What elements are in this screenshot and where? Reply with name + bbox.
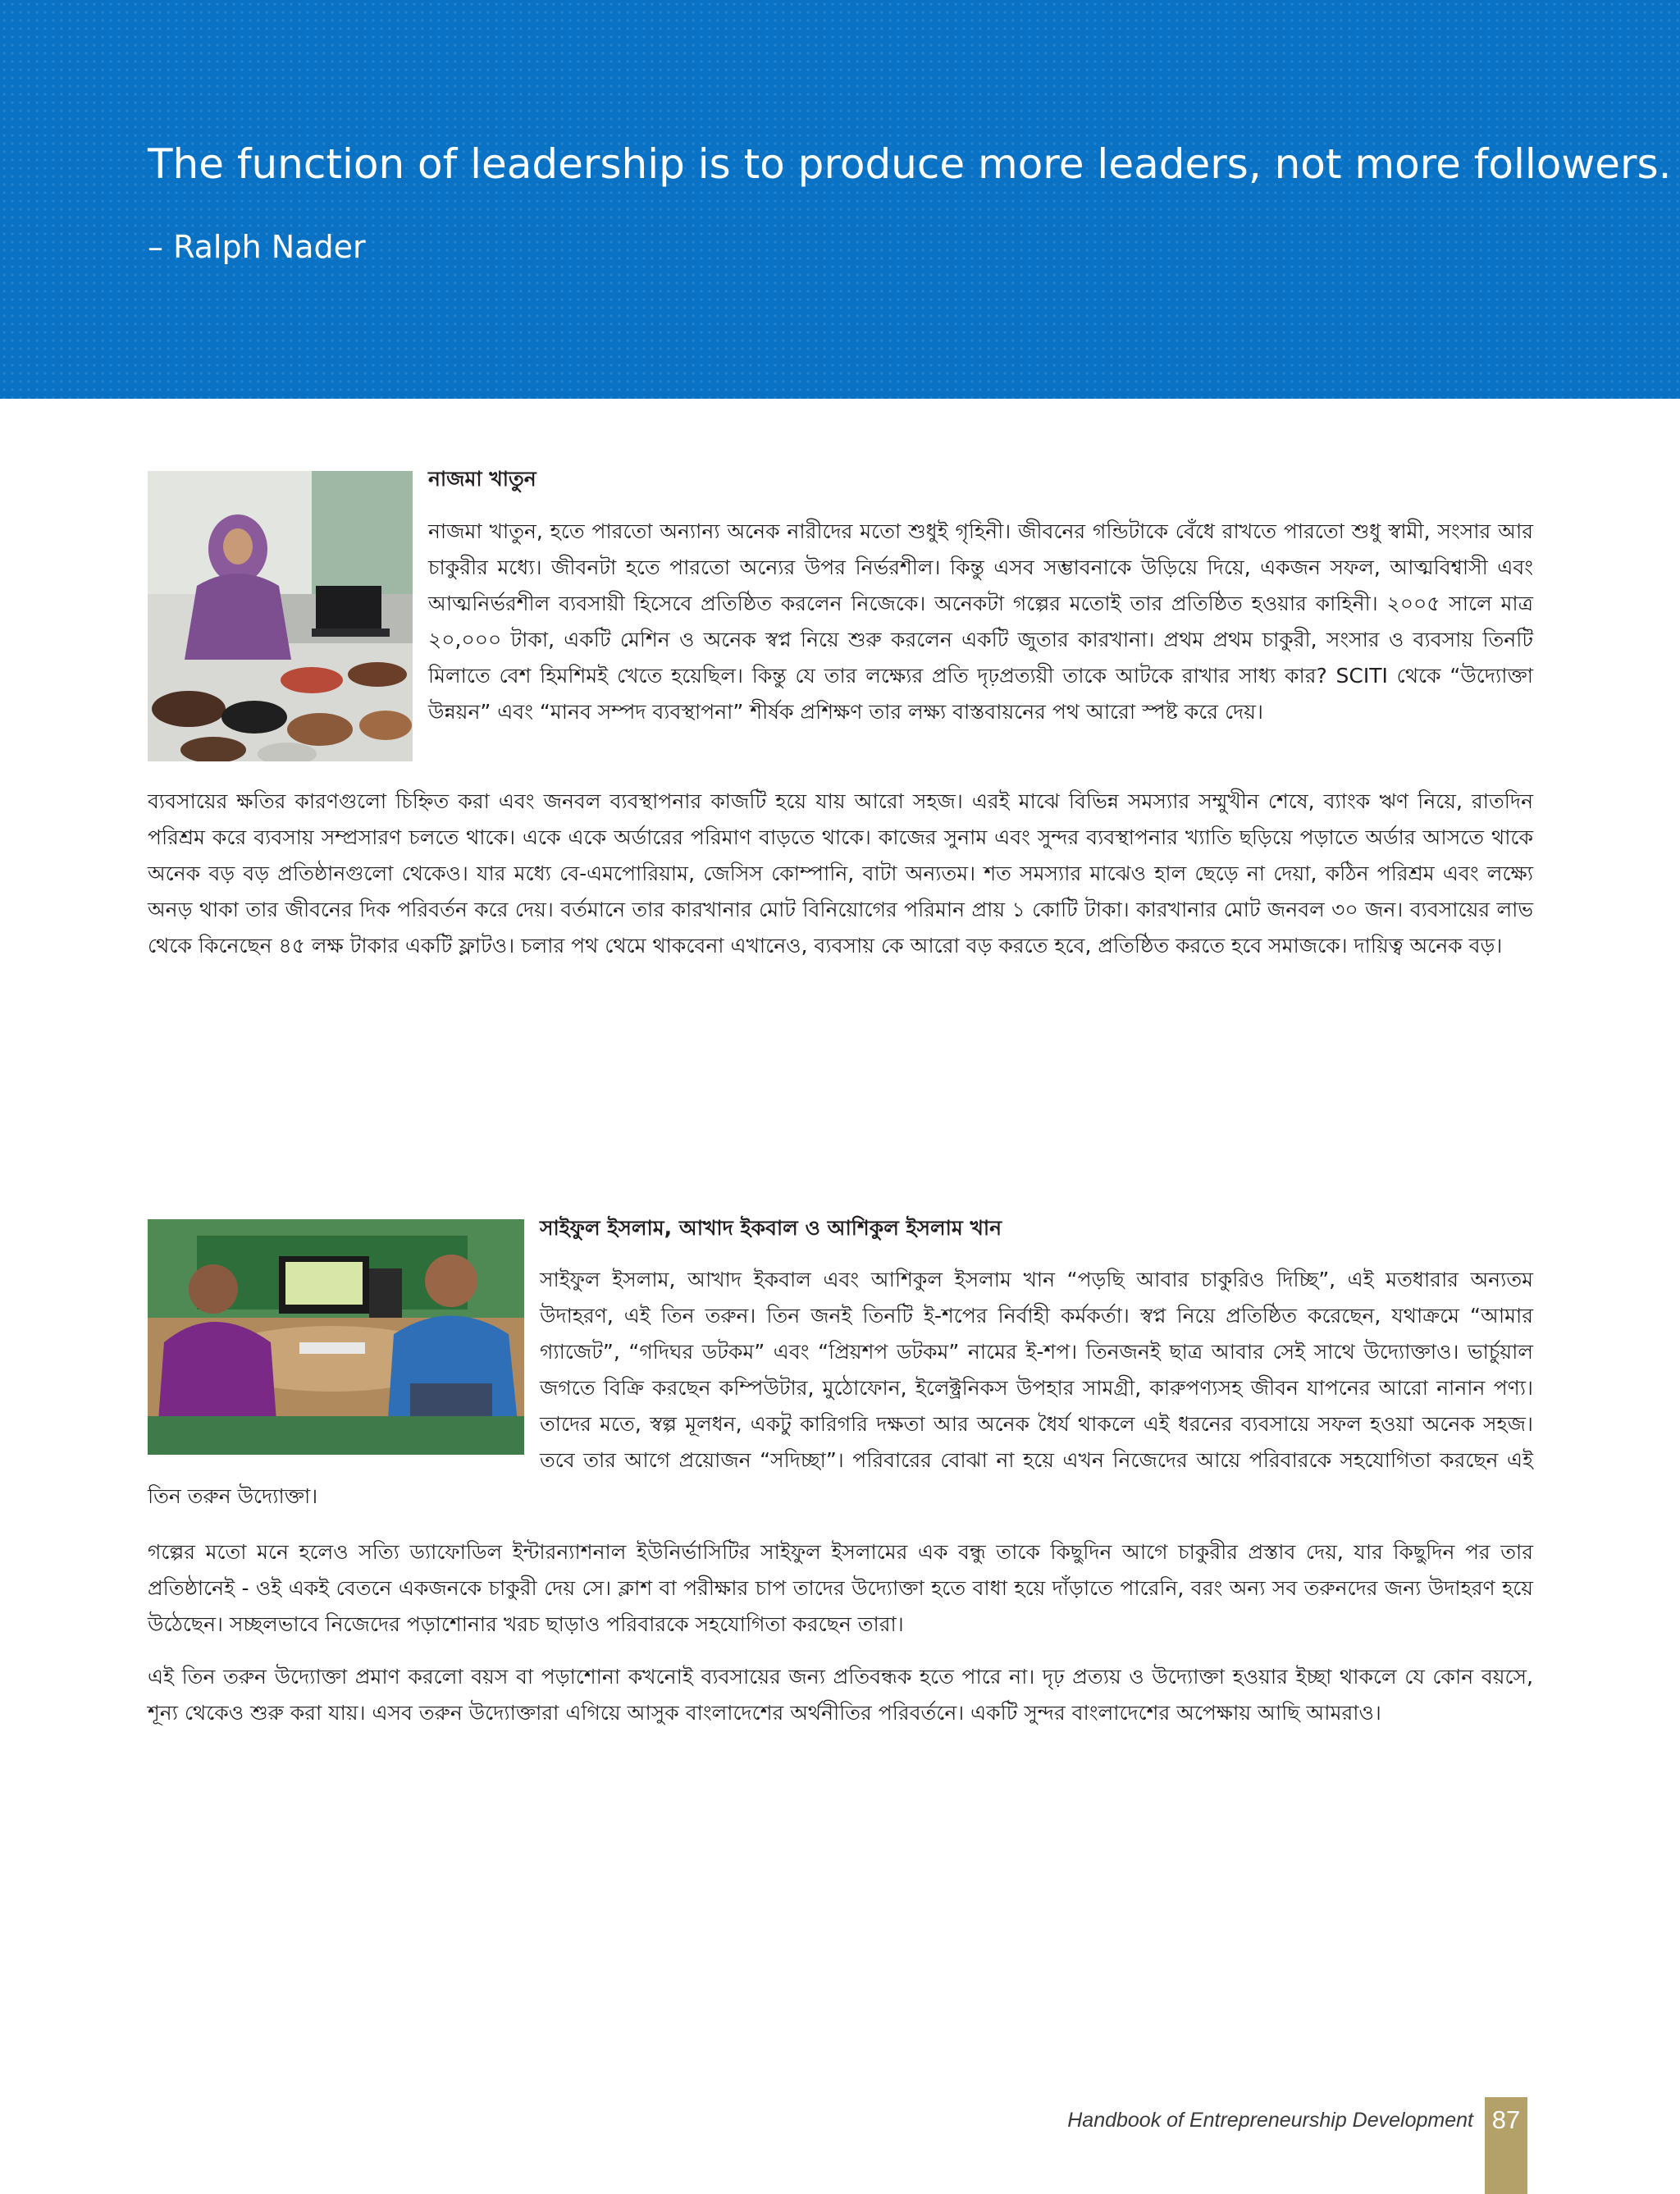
banner-quote: The function of leadership is to produce more leaders, not more followers. [148, 140, 1672, 188]
footer-book-title: Handbook of Entrepreneurship Development [1067, 2109, 1473, 2132]
quote-banner [0, 0, 1680, 399]
story2-closing-paragraph: এই তিন তরুন উদ্যোক্তা প্রমাণ করলো বয়স বা পড়াশোনা কখনোই ব্যবসায়ের জন্য প্রতিবন্ধক হতে পারে না। দৃঢ় প্রত্যয় ও উদ্যোক্তা হওয়ার ইচ্ছা থাকলে যে কোন বয়সে, শূন্য থেকেও শুরু করা যায়। এসব তরুন উদ্যোক্তারা এগিয়ে আসুক বাংলাদেশের অর্থনীতির পরিবর্তনে। একটি সুন্দর বাংলাদেশের অপেক্ষায় আছি আমরাও। [148, 1665, 1533, 1725]
story2-intro-paragraph: সাইফুল ইসলাম, আখাদ ইকবাল এবং আশিকুল ইসলাম খান “পড়ছি আবার চাকুরিও দিচ্ছি”, এই মতধারার অন্যতম উদাহরণ, এই তিন তরুন। তিন জনই তিনটি ই-শপের নির্বাহী কর্মকর্তা। স্বপ্ন নিয়ে প্রতিষ্ঠিত করেছেন, যথাক্রমে “আমার গ্যাজেট”, “গদিঘর ডটকম” এবং “প্রিয়শপ ডটকম” নামের ই-শপ। তিনজনই ছাত্র আবার সেই সাথে উদ্যোক্তাও। ভার্চুয়াল জগতে বিক্রি করছেন কম্পিউটার, মুঠোফোন, ইলেক্ট্রনিকস উপহার সামগ্রী, কারুপণ্যসহ জীবন যাপনের আরো নানান পণ্য। তাদের মতে, স্বল্প মূলধন, একটু কারিগরি দক্ষতা আর অনেক ধৈর্য থাকলে এই ধরনের ব্যবসায়ে সফল হওয়া অনেক সহজ। তবে তার আগে প্রয়োজন “সদিচ্ছা”। পরিবারের বোঝা না হয়ে এখন নিজেদের আয়ে পরিবারকে সহযোগিতা করছেন এই তিন তরুন উদ্যোক্তা। [148, 1268, 1533, 1508]
story1-body-paragraph: ব্যবসায়ের ক্ষতির কারণগুলো চিহ্নিত করা এবং জনবল ব্যবস্থাপনার কাজটি হয়ে যায় আরো সহজ। এরই মাঝে বিভিন্ন সমস্যার সম্মুখীন শেষে, ব্যাংক ঋণ নিয়ে, রাতদিন পরিশ্রম করে ব্যবসায় সম্প্রসারণ চলতে থাকে। একে একে অর্ডারের পরিমাণ বাড়তে থাকে। কাজের সুনাম এবং সুন্দর ব্যবস্থাপনার খ্যাতি ছড়িয়ে পড়াতে অর্ডার আসতে থাকে অনেক বড় বড় প্রতিষ্ঠানগুলো থেকেও। যার মধ্যে বে-এমপোরিয়াম, জেসিস কোম্পানি, বাটা অন্যতম। শত সমস্যার মাঝেও হাল ছেড়ে না দেয়া, কঠিন পরিশ্রম এবং লক্ষ্যে অনড় থাকা তার জীবনের দিক পরিবর্তন করে দেয়। বর্তমানে তার কারখানার মোট বিনিয়োগের পরিমান প্রায় ১ কোটি টাকা। কারখানার মোট জনবল ৩০ জন। ব্যবসায়ের লাভ থেকে কিনেছেন ৪৫ লক্ষ টাকার একটি ফ্লাটও। চলার পথ থেমে থাকবেনা এখানেও, ব্যবসায় কে আরো বড় করতে হবে, প্রতিষ্ঠিত করতে হবে সমাজকে। দায়িত্ব অনেক বড়। [148, 789, 1533, 958]
page-number: 87 [1491, 2105, 1521, 2134]
story1-photo [148, 471, 413, 761]
story2-heading: সাইফুল ইসলাম, আখাদ ইকবাল ও আশিকুল ইসলাম খান [540, 1216, 1002, 1240]
story1-heading: নাজমা খাতুন [428, 467, 536, 491]
page-number-box [1485, 2097, 1527, 2194]
story1-intro-paragraph: নাজমা খাতুন, হতে পারতো অন্যান্য অনেক নারীদের মতো শুধুই গৃহিনী। জীবনের গন্ডিটাকে বেঁধে রাখতে পারতো শুধু স্বামী, সংসার আর চাকুরীর মধ্যে। জীবনটা হতে পারতো অন্যের উপর নির্ভরশীল। কিন্তু এসব সম্ভাবনাকে উড়িয়ে দিয়ে, একজন সফল, আত্মবিশ্বাসী এবং আত্মনির্ভরশীল ব্যবসায়ী হিসেবে প্রতিষ্ঠিত করলেন নিজেকে। অনেকটা গল্পের মতোই তার প্রতিষ্ঠিত হওয়ার কাহিনী। ২০০৫ সালে মাত্র ২০,০০০ টাকা, একটি মেশিন ও অনেক স্বপ্ন নিয়ে শুরু করলেন একটি জুতার কারখানা। প্রথম প্রথম চাকুরী, সংসার ও ব্যবসায় তিনটি মিলাতে বেশ হিমশিমই খেতে হয়েছিল। কিন্তু যে তার লক্ষ্যের প্রতি দৃঢ়প্রত্যয়ী তাকে আটকে রাখার সাধ্য কার? SCITI থেকে “উদ্যোক্তা উন্নয়ন” এবং “মানব সম্পদ ব্যবস্থাপনা” শীর্ষক প্রশিক্ষণ তার লক্ষ্য বাস্তবায়নের পথ আরো স্পষ্ট করে দেয়। [428, 519, 1533, 724]
story2-second-paragraph: গল্পের মতো মনে হলেও সত্যি ড্যাফোডিল ইন্টারন্যাশনাল ইউনির্ভাসিটির সাইফুল ইসলামের এক বন্ধু তাকে কিছুদিন আগে চাকুরীর প্রস্তাব দেয়, যার কিছুদিন পর তার প্রতিষ্ঠানেই - ওই একই বেতনে একজনকে চাকুরী দেয় সে। ক্লাশ বা পরীক্ষার চাপ তাদের উদ্যোক্তা হতে বাধা হয়ে দাঁড়াতে পারেনি, বরং অন্য সব তরুনদের জন্য উদাহরণ হয়ে উঠেছেন। সচ্ছলভাবে নিজেদের পড়াশোনার খরচ ছাড়াও পরিবারকে সহযোগিতা করছেন তারা। [148, 1540, 1533, 1636]
banner-quote-author: – Ralph Nader [148, 229, 366, 265]
